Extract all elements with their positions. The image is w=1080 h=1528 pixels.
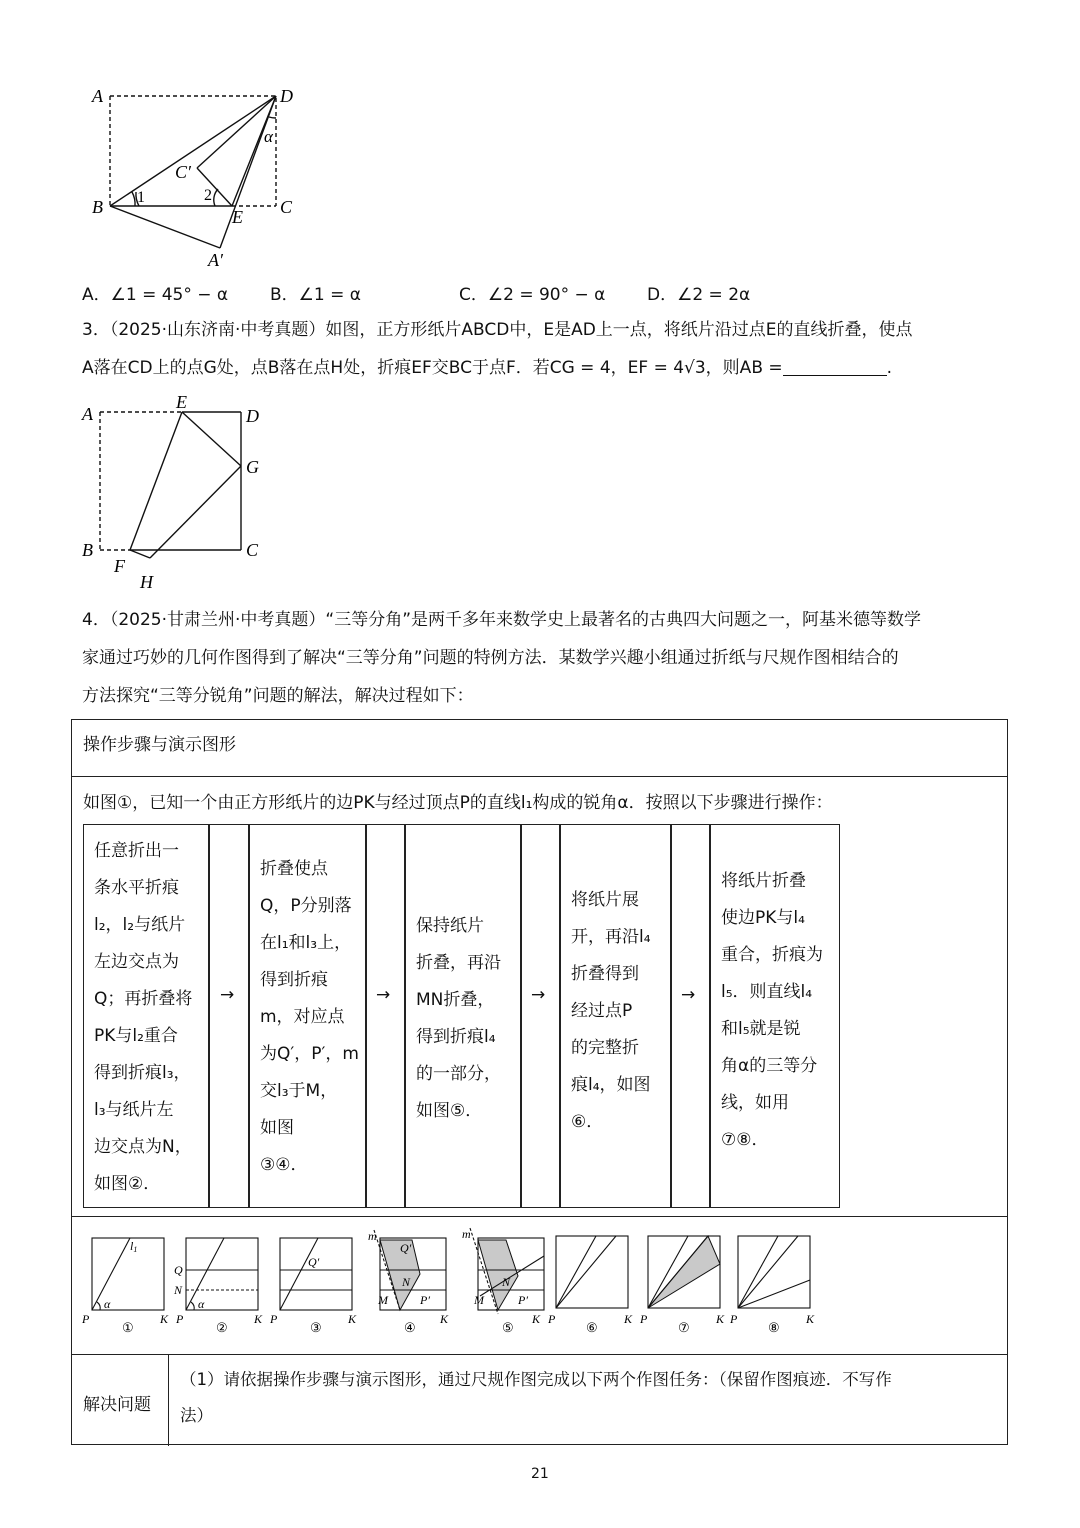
q2-label-D: D: [280, 86, 293, 106]
fig3-Qp: Q′: [308, 1255, 320, 1269]
fig5-N: N: [502, 1275, 511, 1289]
fig-number-4: ④: [404, 1320, 416, 1335]
q3-label-H: H: [140, 572, 153, 592]
fig6-K: K: [624, 1312, 633, 1326]
step-box-5: [710, 824, 840, 1208]
arrow-box-2: [366, 824, 405, 1208]
arrow-4: →: [681, 985, 696, 1005]
q3-label-A: A: [82, 404, 93, 424]
fig-number-5: ⑤: [502, 1320, 514, 1335]
fig4-Qp: Q′: [400, 1241, 412, 1255]
q2-figure: [80, 80, 320, 270]
fig4-m: m: [368, 1229, 377, 1243]
q3-answer-blank[interactable]: [783, 357, 887, 376]
fig5-Pp: P′: [518, 1293, 528, 1307]
fig7-K: K: [716, 1312, 725, 1326]
fig3-P: P: [270, 1312, 278, 1326]
q3-line-2-end: .: [886, 358, 893, 378]
step-box-3: [405, 824, 521, 1208]
fig4-M: M: [378, 1293, 388, 1307]
fig-1: [92, 1238, 164, 1310]
arrow-box-4: [671, 824, 710, 1208]
fig2-alpha: α: [198, 1297, 205, 1311]
fig1-alpha: α: [104, 1297, 111, 1311]
fig1-P: P: [82, 1312, 90, 1326]
q3-line-2-text: A落在CD上的点G处，点B落在点H处，折痕EF交BC于点F．若CG = 4，EF = 4√3，则AB =: [82, 358, 783, 378]
fig-number-3: ③: [310, 1320, 322, 1335]
q2-label-B: B: [92, 197, 103, 217]
step-text-2: 折叠使点 Q，P分别落 在l₁和l₃上， 得到折痕 m，对应点 为Q′，P′，m 交l₃于M， 如图 ③④．: [260, 859, 359, 1175]
q2-label-Aprime: A′: [208, 250, 223, 270]
q2-label-alpha: α: [264, 127, 273, 146]
fig-number-8: ⑧: [768, 1320, 780, 1335]
step-box-4: [560, 824, 671, 1208]
fig5-m: m: [462, 1227, 471, 1241]
q2-label-1: 1: [137, 189, 145, 206]
q2-label-E: E: [232, 207, 243, 227]
fig8-K: K: [806, 1312, 815, 1326]
row-divider-1: [72, 776, 1007, 777]
solve-label: 解决问题: [83, 1395, 151, 1415]
fig2-P: P: [176, 1312, 184, 1326]
q3-figure: [78, 392, 278, 597]
step-text-4: 将纸片展 开，再沿l₄ 折叠得到 经过点P 的完整折 痕l₄，如图 ⑥．: [571, 890, 651, 1132]
row-divider-2: [72, 1216, 1007, 1217]
fig4-Pp: P′: [420, 1293, 430, 1307]
arrow-3: →: [531, 985, 546, 1005]
fig5-M: M: [474, 1293, 484, 1307]
arrow-box-1: [209, 824, 249, 1208]
q2-choice-a: A．∠1 = 45° − α: [82, 285, 229, 305]
q3-label-D: D: [246, 406, 259, 426]
fig-2: [186, 1238, 258, 1310]
fig5-K: K: [532, 1312, 541, 1326]
fig1-K: K: [160, 1312, 169, 1326]
q2-choice-c: C．∠2 = 90° − α: [459, 285, 606, 305]
fig6-P: P: [548, 1312, 556, 1326]
q2-label-Cprime: C′: [175, 162, 191, 182]
q4-line-3: 方法探究“三等分锐角”问题的解法，解决过程如下：: [82, 686, 474, 706]
fig8-P: P: [730, 1312, 738, 1326]
fig2-N: N: [174, 1283, 183, 1297]
fig-6: [556, 1236, 628, 1308]
q3-label-B: B: [82, 540, 93, 560]
fig2-Q: Q: [174, 1263, 183, 1277]
q3-label-G: G: [246, 457, 259, 477]
page-number: 21: [531, 1466, 549, 1482]
fig4-K: K: [440, 1312, 449, 1326]
fig-7: [648, 1236, 720, 1308]
q3-label-E: E: [176, 392, 187, 412]
row-divider-3: [72, 1354, 1007, 1355]
q3-label-C: C: [246, 540, 259, 560]
table-intro: 如图①，已知一个由正方形纸片的边PK与经过顶点P的直线l₁构成的锐角α．按照以下步骤进行操作：: [83, 793, 833, 813]
arrow-2: →: [376, 985, 391, 1005]
fig1-l1: l1: [130, 1239, 138, 1254]
q2-label-A: A: [92, 86, 103, 106]
solve-column-divider: [168, 1354, 169, 1446]
q3-line-2: [82, 350, 1002, 386]
fig-number-2: ②: [216, 1320, 228, 1335]
q2-label-2: 2: [204, 187, 212, 204]
fig-number-7: ⑦: [678, 1320, 690, 1335]
solve-text-1: （1）请依据操作步骤与演示图形，通过尺规作图完成以下两个作图任务：（保留作图痕迹．不写作: [180, 1370, 892, 1389]
arrow-1: →: [220, 985, 235, 1005]
fig3-K: K: [348, 1312, 357, 1326]
fig-number-1: ①: [122, 1320, 134, 1335]
fig4-N: N: [402, 1275, 411, 1289]
demo-figures: [78, 1220, 998, 1350]
q2-choice-b: B．∠1 = α: [270, 285, 361, 305]
step-text-5: 将纸片折叠 使边PK与l₄ 重合，折痕为 l₅．则直线l₄ 和l₅就是锐 角α的三等分 线，如用 ⑦⑧．: [721, 871, 823, 1150]
step-text-3: 保持纸片 折叠，再沿 MN折叠， 得到折痕l₄ 的一部分， 如图⑤．: [416, 916, 501, 1121]
q4-line-1: 4．（2025·甘肃兰州·中考真题）“三等分角”是两千多年来数学史上最著名的古典四大问题之一，阿基米德等数学: [82, 610, 921, 630]
fig-number-6: ⑥: [586, 1320, 598, 1335]
step-text-1: 任意折出一 条水平折痕 l₂，l₂与纸片 左边交点为 Q；再折叠将 PK与l₂重合 得到折痕l₃， l₃与纸片左 边交点为N， 如图②．: [94, 841, 193, 1194]
fig-8: [738, 1236, 810, 1308]
q3-label-F: F: [114, 556, 125, 576]
arrow-box-3: [521, 824, 560, 1208]
table-header: 操作步骤与演示图形: [83, 735, 236, 755]
q2-label-C: C: [280, 197, 293, 217]
step-box-1: [83, 824, 209, 1208]
solve-text-2: 法）: [180, 1406, 213, 1425]
step-box-2: [249, 824, 366, 1208]
fig7-P: P: [640, 1312, 648, 1326]
q2-choice-d: D．∠2 = 2α: [647, 285, 751, 305]
q4-process-table: [71, 719, 1008, 1445]
fig2-K: K: [254, 1312, 263, 1326]
q4-line-2: 家通过巧妙的几何作图得到了解决“三等分角”问题的特例方法．某数学兴趣小组通过折纸与尺规作图相结合的: [82, 648, 899, 668]
q3-line-1: 3．（2025·山东济南·中考真题）如图，正方形纸片ABCD中，E是AD上一点，将纸片沿过点E的直线折叠，使点: [82, 320, 913, 340]
fig-3: [280, 1238, 352, 1310]
